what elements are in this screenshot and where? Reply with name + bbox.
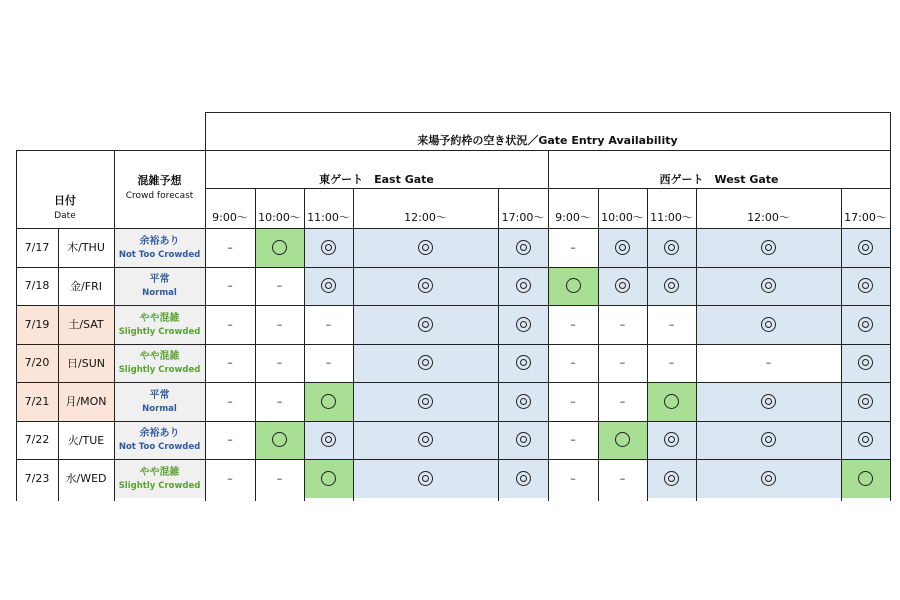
dash-mark [647,305,696,344]
day-value: 金/FRI [70,279,102,293]
dash-text: – [619,394,626,408]
circle-icon [255,228,304,267]
dash-mark [598,382,647,421]
double-circle-icon [498,421,548,460]
double-circle-mark [761,278,776,293]
double-circle-mark [516,240,531,255]
double-circle-mark [664,432,679,447]
circle-mark [321,471,336,486]
double-circle-mark [615,278,630,293]
double-circle-icon [841,228,890,267]
dash-text: – [619,317,626,331]
double-circle-mark [516,317,531,332]
grid-line [16,228,890,229]
circle-icon [255,421,304,460]
grid-line [16,305,890,306]
grid-line [16,344,890,345]
circle-icon [647,382,696,421]
date-label-jp: 日付 [54,194,76,207]
west-slot-header: 11:00～ [650,210,693,224]
double-circle-mark [664,240,679,255]
double-circle-icon [841,421,890,460]
dash-mark [598,459,647,498]
dash-mark [598,344,647,383]
double-circle-icon [647,267,696,306]
double-circle-mark [516,471,531,486]
dash-mark [255,305,304,344]
dash-mark [696,344,841,383]
double-circle-icon [498,267,548,306]
dash-mark [548,228,598,267]
forecast-en: Not Too Crowded [118,442,201,452]
forecast-label-jp: 混雑予想 [137,174,182,187]
table-title: 来場予約枠の空き状況／Gate Entry Availability [417,134,678,147]
grid-line [304,188,305,501]
date-value: 7/23 [24,471,50,485]
forecast-jp: 平常 [149,389,170,401]
forecast-jp: 平常 [149,274,170,285]
double-circle-mark [516,394,531,409]
west-slot-header: 9:00～ [555,210,591,224]
dash-text: – [276,317,283,331]
double-circle-mark [418,278,433,293]
double-circle-mark [664,471,679,486]
double-circle-icon [353,421,498,460]
double-circle-mark [761,471,776,486]
dash-text: – [227,356,233,370]
double-circle-mark [858,432,873,447]
east-slot-header: 11:00～ [307,210,350,224]
double-circle-icon [841,267,890,306]
dash-text: – [570,356,576,370]
forecast-en: Slightly Crowded [118,326,201,337]
double-circle-icon [696,267,841,306]
dash-mark [205,228,255,267]
double-circle-icon [696,459,841,498]
forecast-en: Slightly Crowded [118,480,201,491]
dash-text: – [227,471,233,485]
dash-text: – [276,471,283,485]
dash-mark [205,267,255,306]
dash-text: – [570,317,576,331]
double-circle-mark [418,240,433,255]
double-circle-icon [304,267,353,306]
circle-mark [615,432,630,447]
dash-text: – [227,433,233,447]
date-value: 7/19 [24,317,50,331]
double-circle-mark [321,278,336,293]
dash-text: – [668,317,675,331]
east-slot-header: 17:00～ [501,210,545,224]
dash-mark [205,344,255,383]
double-circle-mark [858,278,873,293]
double-circle-mark [418,394,433,409]
dash-mark [647,344,696,383]
double-circle-icon [498,305,548,344]
dash-mark [598,305,647,344]
dash-text: – [276,394,283,408]
forecast-en: Slightly Crowded [118,365,201,375]
double-circle-mark [418,471,433,486]
date-value: 7/21 [24,394,50,408]
day-value: 日/SUN [67,356,105,370]
east-slot-header: 9:00～ [212,210,248,224]
double-circle-icon [841,305,890,344]
dash-mark [304,344,353,383]
double-circle-mark [321,432,336,447]
double-circle-icon [498,459,548,498]
forecast-en: Normal [142,288,177,298]
date-value: 7/20 [24,356,50,370]
double-circle-icon [353,267,498,306]
dash-text: – [325,317,332,331]
double-circle-icon [353,344,498,383]
double-circle-icon [498,382,548,421]
double-circle-icon [598,267,647,306]
forecast-label-en: Crowd forecast [125,191,194,201]
double-circle-mark [516,355,531,370]
double-circle-icon [647,421,696,460]
circle-mark [858,471,873,486]
double-circle-icon [647,228,696,267]
dash-text: – [570,394,576,408]
date-value: 7/18 [24,279,50,293]
circle-icon [841,459,890,498]
day-value: 火/TUE [67,433,105,447]
forecast-jp: やや混雑 [139,312,180,324]
west-slot-header: 17:00～ [844,210,887,224]
double-circle-icon [841,344,890,383]
double-circle-mark [664,278,679,293]
grid-line [58,228,59,501]
grid-line [16,382,890,383]
west-gate-header: 西ゲート West Gate [659,173,779,186]
grid-line [16,459,890,460]
dash-mark [255,459,304,498]
dash-text: – [276,279,283,293]
circle-mark [272,240,287,255]
double-circle-icon [353,382,498,421]
double-circle-icon [696,382,841,421]
grid-line [841,188,842,501]
dash-text: – [570,433,576,447]
double-circle-mark [761,394,776,409]
grid-line [498,188,499,501]
circle-mark [566,278,581,293]
double-circle-mark [858,317,873,332]
double-circle-mark [858,240,873,255]
circle-mark [664,394,679,409]
grid-line [114,150,115,501]
circle-icon [304,459,353,498]
double-circle-mark [761,432,776,447]
double-circle-mark [516,432,531,447]
forecast-en: Not Too Crowded [118,249,201,260]
forecast-jp: やや混雑 [139,466,180,478]
dash-text: – [325,356,332,370]
double-circle-mark [418,432,433,447]
double-circle-mark [615,240,630,255]
double-circle-mark [516,278,531,293]
dash-mark [548,459,598,498]
dash-mark [548,305,598,344]
day-value: 木/THU [67,241,105,255]
forecast-jp: やや混雑 [139,351,180,362]
east-slot-header: 10:00～ [258,210,301,224]
forecast-en: Normal [142,403,177,414]
double-circle-icon [598,228,647,267]
dash-mark [205,305,255,344]
day-value: 月/MON [65,395,107,409]
dash-mark [548,344,598,383]
dash-mark [205,421,255,460]
double-circle-mark [418,317,433,332]
circle-icon [304,382,353,421]
grid-line [598,188,599,501]
grid-line [647,188,648,501]
dash-mark [205,382,255,421]
double-circle-icon [353,305,498,344]
double-circle-mark [418,355,433,370]
date-label-en: Date [54,211,76,221]
dash-text: – [619,356,626,370]
double-circle-mark [761,240,776,255]
date-value: 7/17 [24,240,50,254]
double-circle-icon [353,459,498,498]
dash-text: – [619,471,626,485]
dash-mark [255,267,304,306]
dash-text: – [227,394,233,408]
dash-mark [255,344,304,383]
double-circle-icon [498,344,548,383]
west-slot-header: 10:00～ [601,210,644,224]
circle-icon [598,421,647,460]
forecast-jp: 余裕あり [139,428,180,439]
circle-icon [548,267,598,306]
dash-text: – [765,356,772,370]
dash-text: – [570,240,576,254]
grid-line [255,188,256,501]
dash-mark [548,382,598,421]
dash-mark [548,421,598,460]
day-value: 水/WED [65,472,107,486]
double-circle-mark [858,394,873,409]
dash-text: – [276,356,283,370]
grid-line [696,188,697,501]
dash-text: – [227,279,233,293]
dash-text: – [668,356,675,370]
east-gate-header: 東ゲート East Gate [319,173,434,186]
grid-line [353,188,354,501]
circle-mark [321,394,336,409]
grid-line [16,150,17,501]
double-circle-icon [498,228,548,267]
date-value: 7/22 [24,433,50,447]
dash-mark [304,305,353,344]
double-circle-mark [761,317,776,332]
grid-line [205,112,890,113]
west-slot-header: 12:00～ [747,210,790,224]
day-value: 土/SAT [68,318,104,332]
double-circle-mark [321,240,336,255]
grid-line [16,421,890,422]
grid-line [548,150,549,501]
double-circle-mark [858,355,873,370]
circle-mark [272,432,287,447]
dash-text: – [227,240,233,254]
dash-text: – [227,317,233,331]
dash-mark [255,382,304,421]
dash-mark [205,459,255,498]
double-circle-icon [841,382,890,421]
east-slot-header: 12:00～ [404,210,447,224]
dash-text: – [570,471,576,485]
grid-line [16,267,890,268]
grid-line [890,112,891,501]
double-circle-icon [647,459,696,498]
double-circle-icon [696,305,841,344]
double-circle-icon [304,421,353,460]
grid-line [16,150,890,151]
grid-line [205,112,206,501]
double-circle-icon [304,228,353,267]
forecast-jp: 余裕あり [139,235,180,247]
double-circle-icon [696,228,841,267]
double-circle-icon [696,421,841,460]
double-circle-icon [353,228,498,267]
